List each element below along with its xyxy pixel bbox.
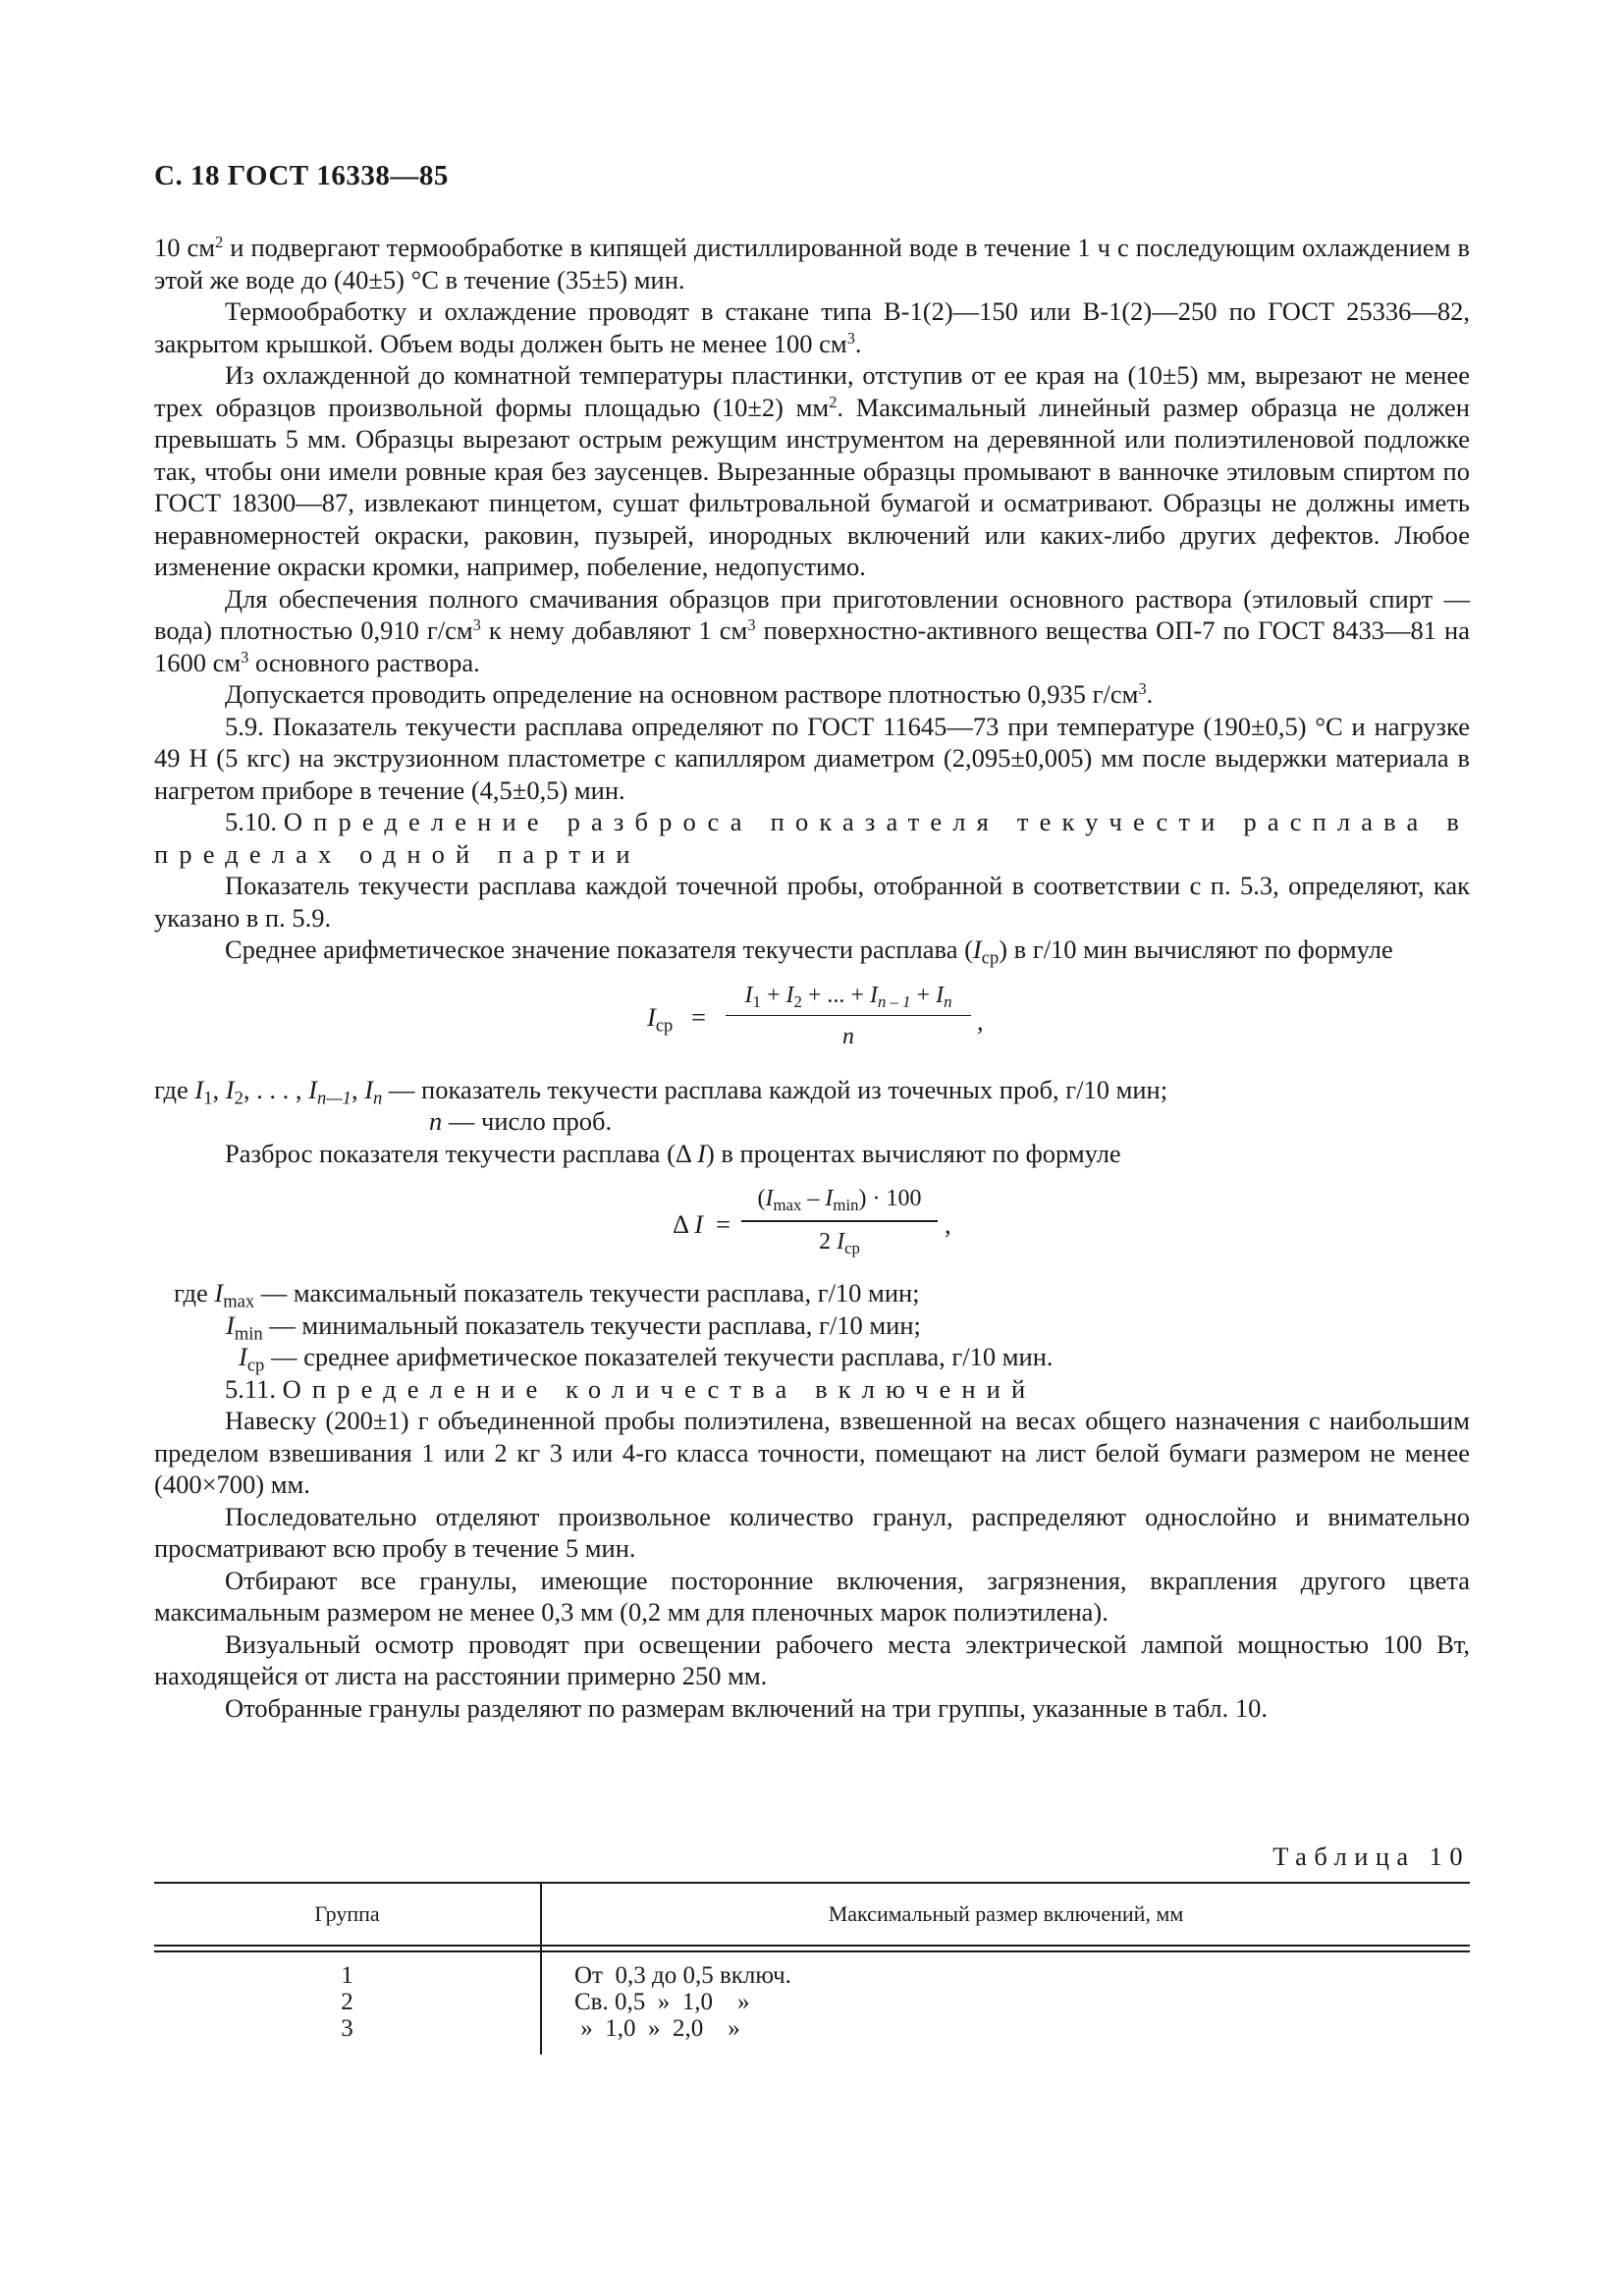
- formula-mean-lhs: $I_{ср}$: [647, 1001, 674, 1037]
- document-body: [154, 232, 1470, 1724]
- paragraph-2: Термообработку и охлаждение проводят в стакане типа В-1(2)—150 или В-1(2)—250 по ГОСТ 25336—82, закрытом крышкой. Объем воды должен быть не менее 100 $см^3$.: [154, 296, 1470, 358]
- legend-row-imin: $I_{min}$ — минимальный показатель текучести расплава, г/10 мин;: [226, 1309, 921, 1345]
- paragraph-spread-intro: Разброс показателя текучести расплава (Δ I) в процентах вычисляют по формуле: [225, 1138, 1121, 1168]
- table-header-size: Максимальный размер включений, мм: [828, 1901, 1184, 1926]
- paragraph-5-11-b: Последовательно отделяют произвольное количество гранул, распределяют однослойно и внимательно просматривают всю пробу в течение 5 мин.: [154, 1501, 1470, 1563]
- table-top-rule: [154, 1882, 1470, 1884]
- paragraph-3: Из охлажденной до комнатной температуры пластинки, отступив от ее края на (10±5) мм, вырезают не менее трех образцов произвольной формы площадью (10±2) $мм^2$. Максимальный линейный размер образца не должен превышать 5 мм. Образцы вырезают острым режущим инструментом на деревянной или полиэтиленовой подложке так, чтобы они имели ровные края без заусенцев. Вырезанные образцы промывают в ванночке этиловым спиртом по ГОСТ 18300—87, извлекают пинцетом, сушат фильтровальной бумагой и осматривают. Образцы не должны иметь неравномерностей окраски, раковин, пузырей, инородных включений или каких-либо других дефектов. Любое изменение окраски кромки, например, побеление, недопустимо.: [154, 360, 1470, 581]
- formula-spread-denominator: 2 $I_{ср}$: [819, 1229, 860, 1258]
- formula-spread-fraction-bar: [741, 1220, 938, 1222]
- legend-row-n: n — число проб.: [429, 1106, 613, 1136]
- formula-mean-comma: ,: [977, 1005, 984, 1036]
- formula-mean-denominator: n: [842, 1023, 854, 1049]
- paragraph-5-10-b: Среднее арифметическое значение показателя текучести расплава $(I_{ср})$ в г/10 мин вычисляют по формуле: [225, 934, 1393, 969]
- paragraph-4: Для обеспечения полного смачивания образцов при приготовлении основного раствора (этиловый спирт — вода) плотностью 0,910 $г/см^3$ к нему добавляют 1 $см^3$ поверхностно-активного вещества ОП-7 по ГОСТ 8433—81 на 1600 $см^3$ основного раствора.: [154, 583, 1470, 677]
- formula-spread-numerator: $(I_{max} - I_{min}) \cdot 100$: [757, 1186, 922, 1215]
- formula-mean-fraction-bar: [726, 1015, 971, 1017]
- table-caption: Таблица 10: [1272, 1842, 1470, 1871]
- page-header: С. 18 ГОСТ 16338—85: [154, 160, 449, 191]
- table-cell-size: От 0,3 до 0,5 включ.: [574, 1962, 791, 1989]
- formula-mean-eq: =: [691, 1001, 706, 1032]
- formula-mean-legend: [154, 1074, 1470, 1138]
- formula-spread-lhs: Δ I: [673, 1209, 704, 1239]
- table-cell-group: 3: [341, 2015, 353, 2042]
- legend-row-icp: $I_{ср}$ — среднее арифметическое показателей текучести расплава, г/10 мин.: [239, 1342, 1054, 1376]
- table-header-rule-2: [154, 1950, 1470, 1952]
- table-cell-size: » 1,0 » 2,0 »: [574, 2015, 740, 2042]
- paragraph-1: 10 $см^2$ и подвергают термообработке в кипящей дистиллированной воде в течение 1 ч с последующим охлаждением в этой же воде до (40±5) °С в течение (35±5) мин.: [154, 232, 1470, 294]
- legend-row-I: где $I_1$, $I_2$, . . . , $I_{n—1}$, $I_n$ — показатель текучести расплава каждой из точечных проб, г/10 мин;: [154, 1074, 1168, 1109]
- formula-mean: [154, 966, 1470, 1074]
- inclusions-table: [154, 1882, 1470, 2055]
- table-cell-size: Св. 0,5 » 1,0 »: [574, 1989, 750, 2015]
- legend-row-imax: где $I_{max}$ — максимальный показатель текучести расплава, г/10 мин;: [174, 1278, 920, 1312]
- formula-spread-eq: =: [716, 1209, 730, 1239]
- section-5-11-heading: 5.11. Определение количества включений: [225, 1373, 1037, 1404]
- table-header-rule-1: [154, 1945, 1470, 1947]
- section-5-10-heading: 5.10. Определение разброса показателя текучести расплава в пределах одной партии: [154, 807, 1471, 869]
- paragraph-5: Допускается проводить определение на основном растворе плотностью 0,935 $г/см^3$.: [225, 678, 1154, 709]
- table-cell-group: 2: [341, 1989, 353, 2015]
- paragraph-5-11-c: Отбирают все гранулы, имеющие посторонние включения, загрязнения, вкрапления другого цвета максимальным размером не менее 0,3 мм (0,2 мм для пленочных марок полиэтилена).: [154, 1565, 1470, 1627]
- table-header-group: Группа: [314, 1901, 380, 1926]
- formula-mean-numerator: $I_1 + I_2$ + ... + $I_{n - 1} + I_n$: [744, 982, 952, 1011]
- paragraph-5-10-a: Показатель текучести расплава каждой точечной пробы, отобранной в соответствии с п. 5.3, определяют, как указано в п. 5.9.: [154, 871, 1470, 933]
- paragraph-5-11-d: Визуальный осмотр проводят при освещении рабочего места электрической лампой мощностью 100 Вт, находящейся от листа на расстоянии примерно 250 мм.: [154, 1629, 1470, 1690]
- formula-spread: [154, 1169, 1470, 1277]
- table-cell-group: 1: [341, 1962, 353, 1989]
- paragraph-5-11-a: Навеску (200±1) г объединенной пробы полиэтилена, взвешенной на весах общего назначения с наибольшим пределом взвешивания 1 или 2 кг 3 или 4-го класса точности, помещают на лист белой бумаги размером не менее (400×700) мм.: [154, 1406, 1470, 1499]
- paragraph-5-11-e: Отобранные гранулы разделяют по размерам включений на три группы, указанные в табл. 10.: [225, 1692, 1269, 1723]
- formula-spread-comma: ,: [945, 1209, 951, 1239]
- formula-spread-legend: [154, 1277, 1470, 1376]
- paragraph-5-9: 5.9. Показатель текучести расплава определяют по ГОСТ 11645—73 при температуре (190±0,5) °С и нагрузке 49 Н (5 кгс) на экструзионном пластометре с капилляром диаметром (2,095±0,005) мм после выдержки материала в нагретом приборе в течение (4,5±0,5) мин.: [154, 711, 1470, 805]
